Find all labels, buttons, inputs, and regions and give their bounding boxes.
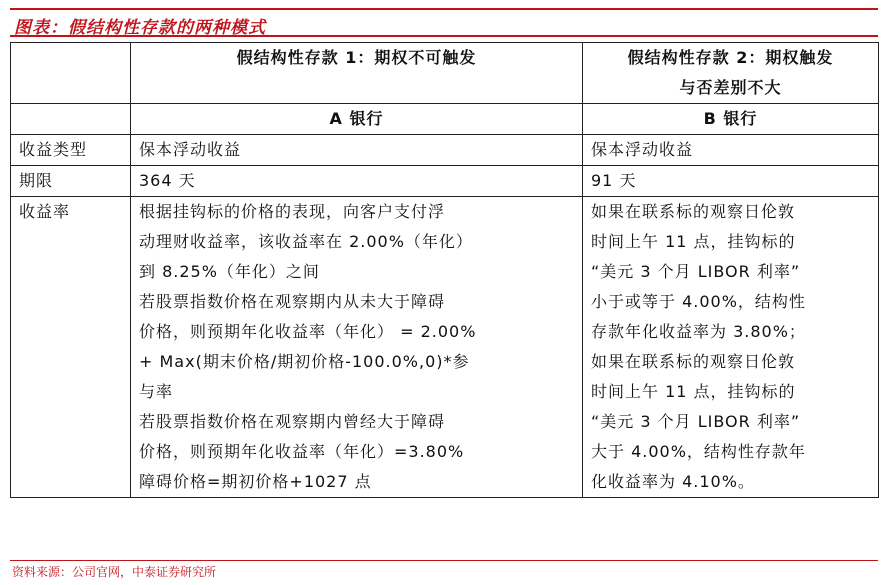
bank-col2: B 银行 bbox=[583, 104, 879, 135]
cell-line: 若股票指数价格在观察期内曾经大于障碍 bbox=[139, 412, 446, 431]
cell-line: “美元 3 个月 LIBOR 利率” bbox=[591, 412, 801, 431]
row-label: 收益率 bbox=[11, 197, 131, 498]
row-cell-col2 bbox=[583, 166, 879, 197]
cell-line: 小于或等于 4.00%，结构性 bbox=[591, 292, 806, 311]
table-row bbox=[11, 197, 879, 498]
cell-line: + Max(期末价格/期初价格-100.0%,0)*参 bbox=[139, 352, 470, 371]
cell-line: 若股票指数价格在观察期内从未大于障碍 bbox=[139, 292, 446, 311]
cell-line: 如果在联系标的观察日伦敦 bbox=[591, 352, 796, 371]
row-cell-col1 bbox=[131, 197, 583, 498]
row-cell-col2 bbox=[583, 197, 879, 498]
cell-line: 与率 bbox=[139, 382, 174, 401]
row-cell-col1 bbox=[131, 135, 583, 166]
row-cell-col1 bbox=[131, 166, 583, 197]
cell-line: 保本浮动收益 bbox=[139, 140, 242, 159]
figure-title: 图表：假结构性存款的两种模式 bbox=[14, 18, 266, 38]
comparison-table bbox=[10, 42, 879, 498]
cell-line: 时间上午 11 点，挂钩标的 bbox=[591, 382, 796, 401]
header-col2-line1: 假结构性存款 2：期权触发 bbox=[627, 48, 834, 67]
header-col2 bbox=[583, 43, 879, 104]
row-label: 收益类型 bbox=[11, 135, 131, 166]
header-col2-line2: 与否差别不大 bbox=[679, 78, 782, 97]
header-col1: 假结构性存款 1：期权不可触发 bbox=[131, 43, 583, 104]
bank-col1: A 银行 bbox=[131, 104, 583, 135]
row-label: 期限 bbox=[11, 166, 131, 197]
cell-line: 化收益率为 4.10%。 bbox=[591, 472, 755, 491]
table-row bbox=[11, 166, 879, 197]
cell-line: 如果在联系标的观察日伦敦 bbox=[591, 202, 796, 221]
cell-line: 364 天 bbox=[139, 171, 196, 190]
table-row bbox=[11, 135, 879, 166]
cell-line: 障碍价格=期初价格+1027 点 bbox=[139, 472, 372, 491]
header-empty-cell bbox=[11, 43, 131, 104]
cell-line: 大于 4.00%，结构性存款年 bbox=[591, 442, 806, 461]
cell-line: “美元 3 个月 LIBOR 利率” bbox=[591, 262, 801, 281]
figure-title-bar bbox=[10, 8, 878, 37]
source-divider bbox=[10, 560, 878, 561]
row-cell-col2 bbox=[583, 135, 879, 166]
cell-line: 价格，则预期年化收益率（年化） = 2.00% bbox=[139, 322, 477, 341]
cell-line: 动理财收益率，该收益率在 2.00%（年化） bbox=[139, 232, 473, 251]
bank-empty-cell bbox=[11, 104, 131, 135]
cell-line: 根据挂钩标的价格的表现，向客户支付浮 bbox=[139, 202, 446, 221]
table-header-row bbox=[11, 43, 879, 104]
cell-line: 时间上午 11 点，挂钩标的 bbox=[591, 232, 796, 251]
cell-line: 存款年化收益率为 3.80%； bbox=[591, 322, 806, 341]
cell-line: 91 天 bbox=[591, 171, 637, 190]
cell-line: 到 8.25%（年化）之间 bbox=[139, 262, 320, 281]
cell-line: 保本浮动收益 bbox=[591, 140, 694, 159]
source-note: 资料来源：公司官网，中泰证券研究所 bbox=[12, 565, 217, 579]
cell-line: 价格，则预期年化收益率（年化）=3.80% bbox=[139, 442, 465, 461]
bank-row bbox=[11, 104, 879, 135]
